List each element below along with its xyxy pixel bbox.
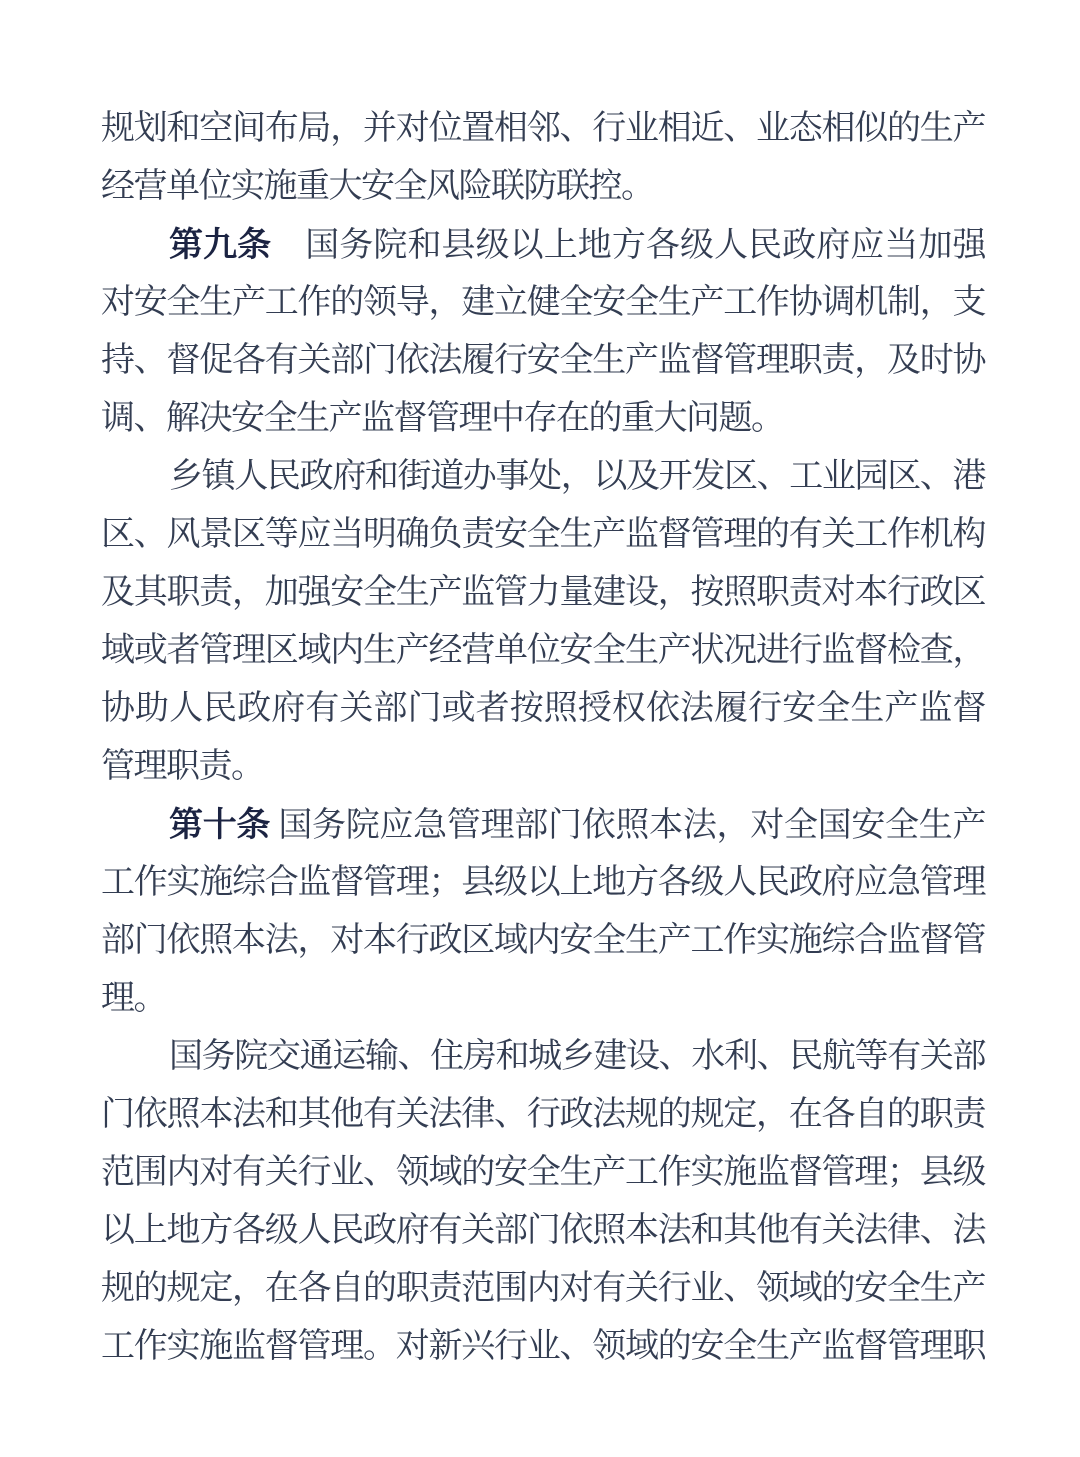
text-run: 门依照本法和其他有关法律、行政法规的规定，在各自的职责 [101,1096,985,1133]
text-run: 经营单位实施重大安全风险联防联控。 [101,168,654,205]
text-line [101,796,985,854]
text-line [101,158,985,216]
text-run: 规划和空间布局，并对位置相邻、行业相近、业态相似的生产 [101,110,985,147]
text-run: 规的规定，在各自的职责范围内对有关行业、领域的安全生产 [101,1270,985,1307]
text-line [101,970,985,1028]
text-line [101,506,985,564]
text-run: 国务院交通运输、住房和城乡建设、水利、民航等有关部 [169,1038,985,1075]
text-run: 部门依照本法，对本行政区域内安全生产工作实施综合监督管 [101,922,985,959]
text-run: 协助人民政府有关部门或者按照授权依法履行安全生产监督 [101,690,985,727]
text-line [101,622,985,680]
text-line [101,738,985,796]
text-run: 工作实施综合监督管理；县级以上地方各级人民政府应急管理 [101,864,985,901]
text-run: 及其职责，加强安全生产监管力量建设，按照职责对本行政区 [101,574,985,611]
text-line [101,912,985,970]
text-run: 区、风景区等应当明确负责安全生产监督管理的有关工作机构 [101,516,985,553]
article-number: 第十条 [169,806,271,844]
text-run: 域或者管理区域内生产经营单位安全生产状况进行监督检查， [101,632,985,669]
article-number: 第九条 [169,226,272,264]
text-line [101,216,985,274]
law-text-block [101,100,985,1376]
text-run: 对安全生产工作的领导，建立健全安全生产工作协调机制，支 [101,284,985,321]
text-run: 国务院应急管理部门依照本法，对全国安全生产 [270,807,985,844]
text-run: 工作实施监督管理。对新兴行业、领域的安全生产监督管理职 [101,1328,985,1365]
text-line [101,100,985,158]
text-line [101,1202,985,1260]
text-run: 理。 [101,980,166,1017]
text-line [101,1028,985,1086]
text-line [101,1144,985,1202]
text-run: 国务院和县级以上地方各级人民政府应当加强 [271,227,986,264]
text-run: 以上地方各级人民政府有关部门依照本法和其他有关法律、法 [101,1212,985,1249]
text-line [101,332,985,390]
text-line [101,390,985,448]
text-line [101,1260,985,1318]
text-line [101,274,985,332]
text-line [101,1318,985,1376]
text-line [101,854,985,912]
text-run: 管理职责。 [101,748,264,785]
text-run: 持、督促各有关部门依法履行安全生产监督管理职责，及时协 [101,342,985,379]
text-line [101,680,985,738]
text-line [101,1086,985,1144]
text-run: 范围内对有关行业、领域的安全生产工作实施监督管理；县级 [101,1154,985,1191]
text-line [101,564,985,622]
text-line [101,448,985,506]
text-run: 调、解决安全生产监督管理中存在的重大问题。 [101,400,784,437]
text-run: 乡镇人民政府和街道办事处，以及开发区、工业园区、港 [169,458,985,495]
